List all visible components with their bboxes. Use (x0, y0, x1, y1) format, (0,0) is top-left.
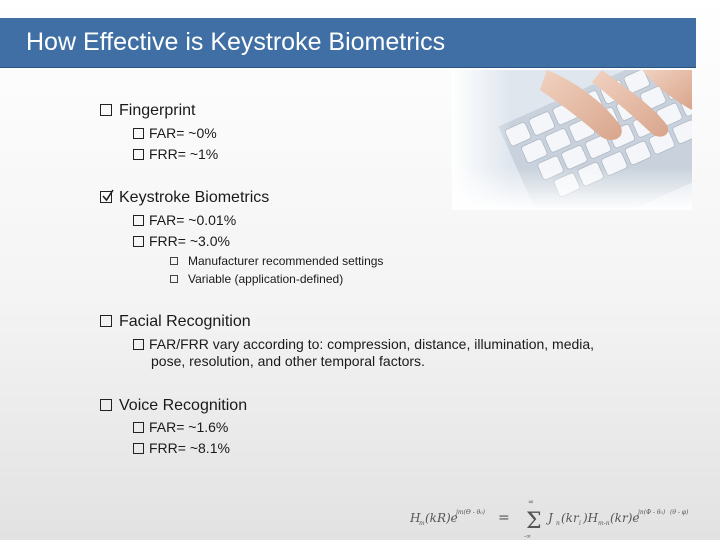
bullet-fingerprint-frr (133, 146, 218, 162)
svg-text:H: H (410, 511, 421, 525)
bullet-text: FRR= ~1% (149, 146, 219, 162)
hollow-square-icon (133, 215, 144, 226)
sub-bullet-text: Variable (application-defined) (188, 272, 344, 286)
bullet-voice-far (133, 419, 228, 435)
bullet-keystroke-frr (133, 233, 230, 249)
svg-text:i: i (579, 520, 581, 527)
section-heading-voice (100, 397, 247, 415)
svg-text:m: m (419, 520, 425, 527)
heading-text: Voice Recognition (119, 397, 248, 414)
svg-text:=: = (498, 510, 510, 526)
heading-text: Facial Recognition (119, 313, 251, 330)
svg-text:(kr)e: (kr)e (610, 511, 640, 525)
hollow-square-icon (100, 399, 112, 411)
svg-text:∞: ∞ (528, 498, 534, 506)
bullet-facial-continuation: pose, resolution, and other temporal factors. (151, 353, 425, 369)
heading-text: Keystroke Biometrics (119, 189, 270, 206)
svg-text:n: n (556, 520, 560, 527)
svg-text:(θ - φ): (θ - φ) (670, 509, 689, 516)
bullet-fingerprint-far (133, 125, 217, 141)
svg-text:Σ: Σ (526, 509, 542, 534)
hollow-square-icon (133, 339, 144, 350)
section-heading-facial (100, 313, 251, 331)
bullet-voice-frr (133, 440, 230, 456)
checkbox-checked-icon (100, 191, 112, 203)
sub-bullet-manufacturer (170, 254, 383, 268)
hollow-square-icon (100, 104, 112, 116)
svg-text:J: J (548, 511, 553, 525)
section-heading-keystroke (100, 189, 269, 207)
hollow-square-icon (170, 257, 178, 265)
hollow-square-icon (133, 128, 144, 139)
slide-title: How Effective is Keystroke Biometrics (26, 28, 446, 56)
bullet-text: FAR= ~0% (149, 125, 217, 141)
hollow-square-icon (133, 443, 144, 454)
bullet-text: FRR= ~3.0% (149, 233, 230, 249)
svg-text:(kR)e: (kR)e (425, 511, 458, 525)
bullet-keystroke-far (133, 212, 236, 228)
bullet-text: FAR= ~1.6% (149, 419, 229, 435)
svg-text:jn(Φ - θ₀): jn(Φ - θ₀) (638, 509, 666, 516)
sub-bullet-variable (170, 272, 343, 286)
svg-text:m-n: m-n (598, 520, 610, 527)
bullet-facial-far-frr (133, 336, 594, 352)
sub-bullet-text: Manufacturer recommended settings (188, 254, 384, 268)
bullet-text: FAR= ~0.01% (149, 212, 237, 228)
hollow-square-icon (100, 315, 112, 327)
hollow-square-icon (170, 275, 178, 283)
formula-watermark (408, 494, 720, 540)
hollow-square-icon (133, 236, 144, 247)
bullet-text: FAR/FRR vary according to: compression, distance, illumination, media, (149, 336, 595, 352)
hollow-square-icon (133, 422, 144, 433)
section-heading-fingerprint (100, 102, 195, 120)
heading-text: Fingerprint (119, 102, 196, 119)
svg-text:jm(Θ - θ₀): jm(Θ - θ₀) (456, 509, 486, 516)
svg-text:)H: )H (583, 511, 599, 525)
svg-text:(kr: (kr (561, 511, 579, 525)
bullet-text: FRR= ~8.1% (149, 440, 230, 456)
hollow-square-icon (133, 149, 144, 160)
svg-text:-∞: -∞ (524, 533, 532, 540)
